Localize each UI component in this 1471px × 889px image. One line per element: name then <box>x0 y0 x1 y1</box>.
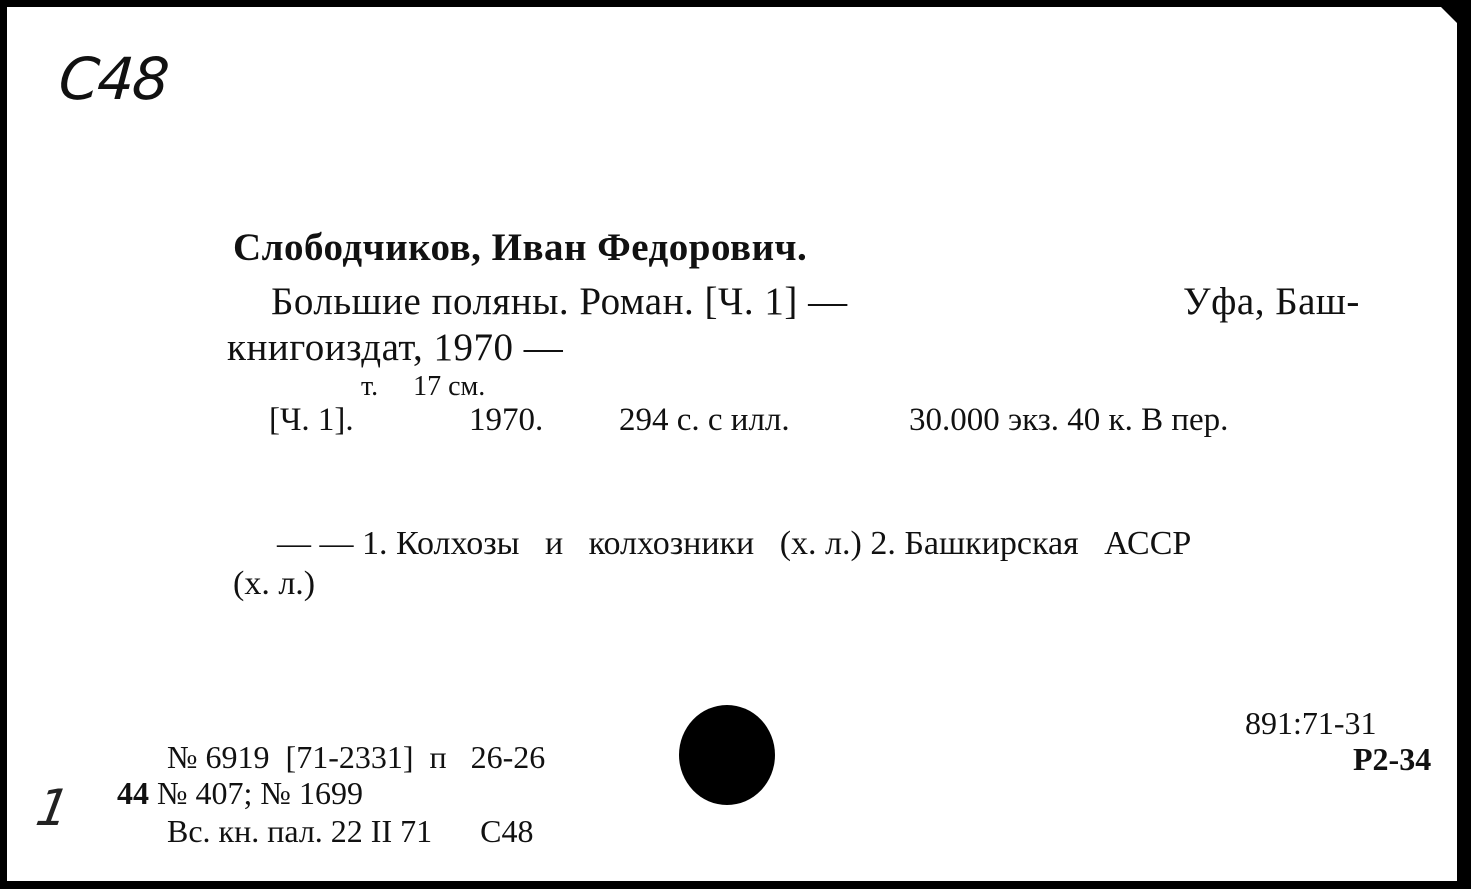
publication-place: Уфа, Баш- <box>1183 280 1360 323</box>
footer-bold-number: 44 <box>117 775 149 811</box>
corner-fold <box>1438 4 1460 26</box>
author-name: Слободчиков, Иван Федорович. <box>233 226 808 269</box>
catalog-card <box>4 4 1460 884</box>
footer-order-numbers <box>117 775 363 812</box>
footer-record-number: № 6919 [71-2331] п 26-26 <box>167 739 546 775</box>
footer-order-rest: № 407; № 1699 <box>149 775 363 811</box>
volume-pages: 294 с. с илл. <box>619 402 790 438</box>
punch-hole <box>679 705 775 805</box>
handwritten-number: 1 <box>31 779 74 837</box>
volume-copies-price: 30.000 экз. 40 к. В пер. <box>909 402 1229 438</box>
title-line: Большие поляны. Роман. [Ч. 1] — <box>271 280 848 323</box>
subject-headings-cont: (х. л.) <box>233 565 316 602</box>
volume-year: 1970. <box>469 402 544 438</box>
handwritten-call-code: С48 <box>56 45 170 113</box>
format-size: т. 17 см. <box>361 371 486 402</box>
publisher-line: книгоиздат, 1970 — <box>227 326 564 369</box>
volume-part: [Ч. 1]. <box>269 402 354 438</box>
classification-code: 891:71-31 <box>1245 705 1377 741</box>
classification-code-2: Р2-34 <box>1353 741 1432 777</box>
footer-chamber-note: Вс. кн. пал. 22 II 71 С48 <box>167 813 534 849</box>
subject-headings: — — 1. Колхозы и колхозники (х. л.) 2. Башкирская АССР <box>277 525 1192 562</box>
